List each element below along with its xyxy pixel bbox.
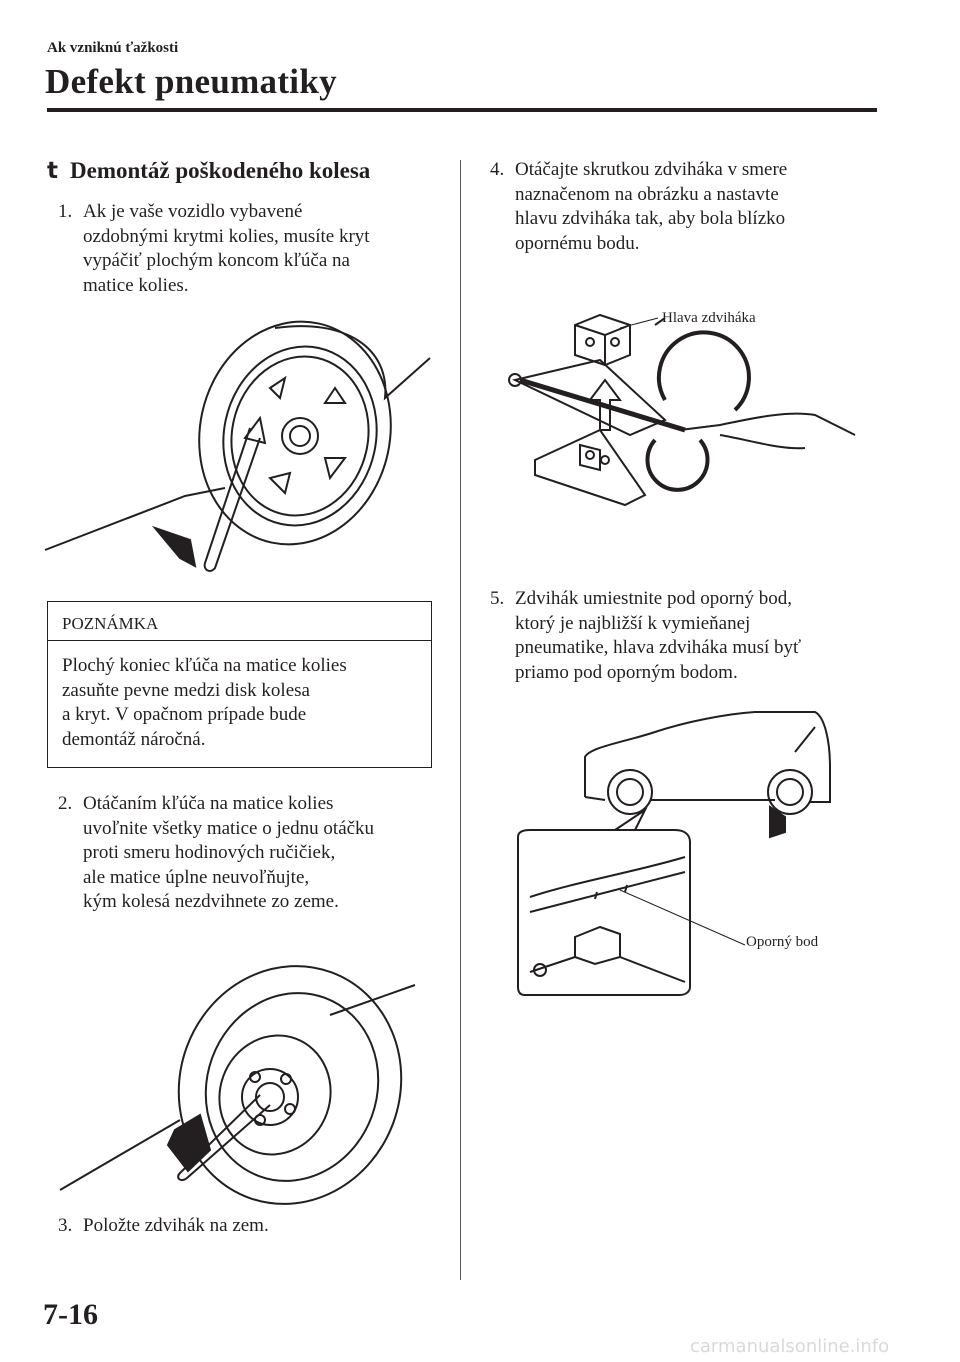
- step-line: ozdobnými krytmi kolies, musíte kryt: [83, 225, 370, 247]
- jack-head-leader-line: [620, 310, 660, 330]
- lug-nut-loosening-illustration: [60, 945, 430, 1195]
- section-label: Ak vzniknú ťažkosti: [47, 40, 179, 56]
- step-line: Otáčajte skrutkou zdviháka v smere: [515, 159, 788, 180]
- step-line: opornému bodu.: [515, 232, 640, 254]
- subheading-bullet: t: [47, 158, 58, 184]
- step-4: [490, 158, 787, 256]
- step-number: 2.: [58, 793, 73, 814]
- page-number: 7-16: [43, 1298, 98, 1331]
- step-2: [58, 792, 374, 915]
- step-line: pneumatike, hlava zdviháka musí byť: [515, 637, 802, 658]
- step-3: [58, 1214, 269, 1239]
- step-line: Otáčaním kľúča na matice kolies: [83, 793, 334, 814]
- step-number: 3.: [58, 1215, 73, 1236]
- note-line: demontáž náročná.: [62, 728, 206, 750]
- step-line: ale matice úplne neuvoľňujte,: [83, 866, 310, 888]
- support-point-illustration: [515, 712, 865, 997]
- step-line: proti smeru hodinových ručičiek,: [83, 842, 336, 863]
- page-title: Defekt pneumatiky: [45, 62, 337, 101]
- step-5: [490, 587, 801, 685]
- note-box: [47, 601, 432, 768]
- note-heading: POZNÁMKA: [62, 614, 159, 633]
- step-line: hlavu zdviháka tak, aby bola blízko: [515, 208, 786, 229]
- step-1: [58, 200, 370, 298]
- column-divider: [460, 160, 461, 1280]
- note-line: zasuňte pevne medzi disk kolesa: [62, 679, 310, 701]
- step-line: uvoľnite všetky matice o jednu otáčku: [83, 817, 375, 839]
- step-line: vypáčiť plochým koncom kľúča na: [83, 250, 350, 271]
- note-header: [48, 602, 431, 641]
- note-line: Plochý koniec kľúča na matice kolies: [62, 655, 347, 676]
- step-line: Ak je vaše vozidlo vybavené: [83, 201, 303, 222]
- jack-adjustment-illustration: [505, 300, 865, 510]
- step-number: 5.: [490, 588, 505, 609]
- watermark: carmanualsonline.info: [690, 1336, 890, 1357]
- step-line: kým kolesá nezdvihnete zo zeme.: [83, 891, 339, 912]
- jack-head-caption: Hlava zdviháka: [662, 310, 756, 326]
- step-number: 1.: [58, 201, 73, 222]
- step-line: Položte zdvihák na zem.: [83, 1215, 269, 1236]
- section-subheading: [47, 158, 370, 184]
- step-line: ktorý je najbližší k vymieňanej: [515, 612, 751, 634]
- step-line: priamo pod oporným bodom.: [515, 661, 738, 683]
- title-rule: [47, 108, 877, 112]
- step-line: Zdvihák umiestnite pod oporný bod,: [515, 588, 793, 609]
- note-line: a kryt. V opačnom prípade bude: [62, 704, 307, 725]
- subheading-text: Demontáž poškodeného kolesa: [70, 158, 371, 183]
- step-line: naznačenom na obrázku a nastavte: [515, 183, 779, 205]
- step-line: matice kolies.: [83, 274, 189, 296]
- hubcap-removal-illustration: [45, 318, 435, 588]
- step-number: 4.: [490, 159, 505, 180]
- note-body: [62, 654, 347, 752]
- support-point-caption: Oporný bod: [746, 934, 819, 950]
